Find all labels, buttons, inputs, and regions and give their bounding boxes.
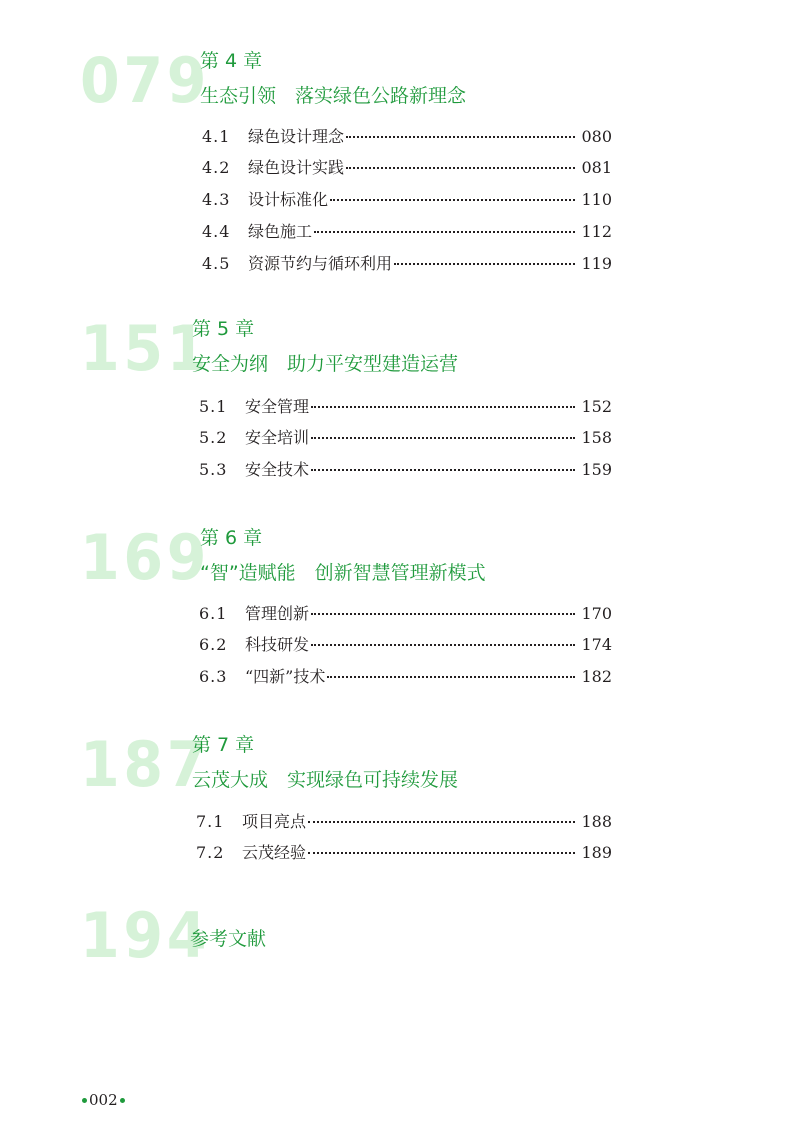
section-title: 资源节约与循环利用 — [248, 254, 393, 273]
toc-entry[interactable] — [199, 427, 612, 449]
dot-leader — [346, 135, 575, 138]
section-page: 081 — [581, 158, 612, 177]
chapter-label: 第 7 章 — [192, 734, 255, 756]
section-title: 绿色施工 — [248, 222, 313, 241]
chapter-title: 安全为纲 助力平安型建造运营 — [192, 353, 459, 375]
toc-entry[interactable] — [202, 126, 612, 148]
section-page: 182 — [581, 667, 612, 686]
toc-entry[interactable] — [202, 189, 612, 211]
dot-leader — [394, 262, 575, 265]
section-title: 绿色设计实践 — [248, 158, 345, 177]
references-title[interactable]: 参考文献 — [190, 928, 267, 950]
toc-entry[interactable] — [199, 634, 612, 656]
chapter-page-number: 151 — [80, 312, 211, 385]
chapter-label: 第 4 章 — [200, 50, 263, 72]
section-page: 152 — [581, 397, 612, 416]
dot-leader — [308, 851, 575, 854]
toc-entry[interactable] — [202, 253, 612, 275]
toc-entry[interactable] — [199, 396, 612, 418]
section-page: 119 — [581, 254, 612, 273]
chapter-page-number: 079 — [80, 44, 211, 117]
section-number: 5.3 — [199, 460, 228, 479]
section-number: 5.1 — [199, 397, 228, 416]
section-number: 7.1 — [196, 812, 225, 831]
toc-entry[interactable] — [199, 459, 612, 481]
section-number: 4.5 — [202, 254, 231, 273]
chapter-label: 第 5 章 — [192, 318, 255, 340]
section-title: 科技研发 — [245, 635, 310, 654]
section-page: 080 — [581, 127, 612, 146]
dot-leader — [311, 405, 575, 408]
section-number: 5.2 — [199, 428, 228, 447]
references-page-number: 194 — [80, 899, 211, 972]
section-title: 安全培训 — [245, 428, 310, 447]
dot-leader — [327, 675, 575, 678]
chapter-label: 第 6 章 — [200, 527, 263, 549]
toc-entry[interactable] — [196, 842, 612, 864]
section-title: 管理创新 — [245, 604, 310, 623]
section-number: 6.3 — [199, 667, 228, 686]
section-page: 159 — [581, 460, 612, 479]
section-title: 云茂经验 — [242, 843, 307, 862]
dot-leader — [314, 230, 575, 233]
section-title: 安全管理 — [245, 397, 310, 416]
dot-leader — [311, 643, 575, 646]
section-number: 6.1 — [199, 604, 228, 623]
dot-leader — [346, 166, 575, 169]
section-number: 4.1 — [202, 127, 231, 146]
page-footer — [80, 1090, 127, 1110]
chapter-title: “智”造赋能 创新智慧管理新模式 — [200, 562, 486, 584]
section-number: 4.3 — [202, 190, 231, 209]
section-number: 7.2 — [196, 843, 225, 862]
toc-entry[interactable] — [202, 157, 612, 179]
section-number: 4.4 — [202, 222, 231, 241]
section-title: “四新”技术 — [245, 667, 326, 686]
page-number: 002 — [89, 1091, 118, 1109]
chapter-title: 生态引领 落实绿色公路新理念 — [200, 85, 467, 107]
toc-entry[interactable] — [199, 603, 612, 625]
bullet-dot-icon — [82, 1098, 87, 1103]
section-page: 189 — [581, 843, 612, 862]
dot-leader — [311, 468, 575, 471]
section-title: 绿色设计理念 — [248, 127, 345, 146]
chapter-page-number: 169 — [80, 521, 211, 594]
toc-entry[interactable] — [196, 811, 612, 833]
toc-entry[interactable] — [202, 221, 612, 243]
section-page: 188 — [581, 812, 612, 831]
dot-leader — [311, 612, 575, 615]
section-page: 112 — [581, 222, 612, 241]
section-page: 170 — [581, 604, 612, 623]
section-page: 110 — [581, 190, 612, 209]
toc-entry[interactable] — [199, 666, 612, 688]
section-page: 174 — [581, 635, 612, 654]
section-title: 安全技术 — [245, 460, 310, 479]
dot-leader — [330, 198, 575, 201]
section-title: 项目亮点 — [242, 812, 307, 831]
section-number: 4.2 — [202, 158, 231, 177]
section-page: 158 — [581, 428, 612, 447]
chapter-page-number: 187 — [80, 728, 211, 801]
dot-leader — [311, 436, 575, 439]
bullet-dot-icon — [120, 1098, 125, 1103]
dot-leader — [308, 820, 575, 823]
section-title: 设计标准化 — [248, 190, 329, 209]
section-number: 6.2 — [199, 635, 228, 654]
chapter-title: 云茂大成 实现绿色可持续发展 — [192, 769, 459, 791]
